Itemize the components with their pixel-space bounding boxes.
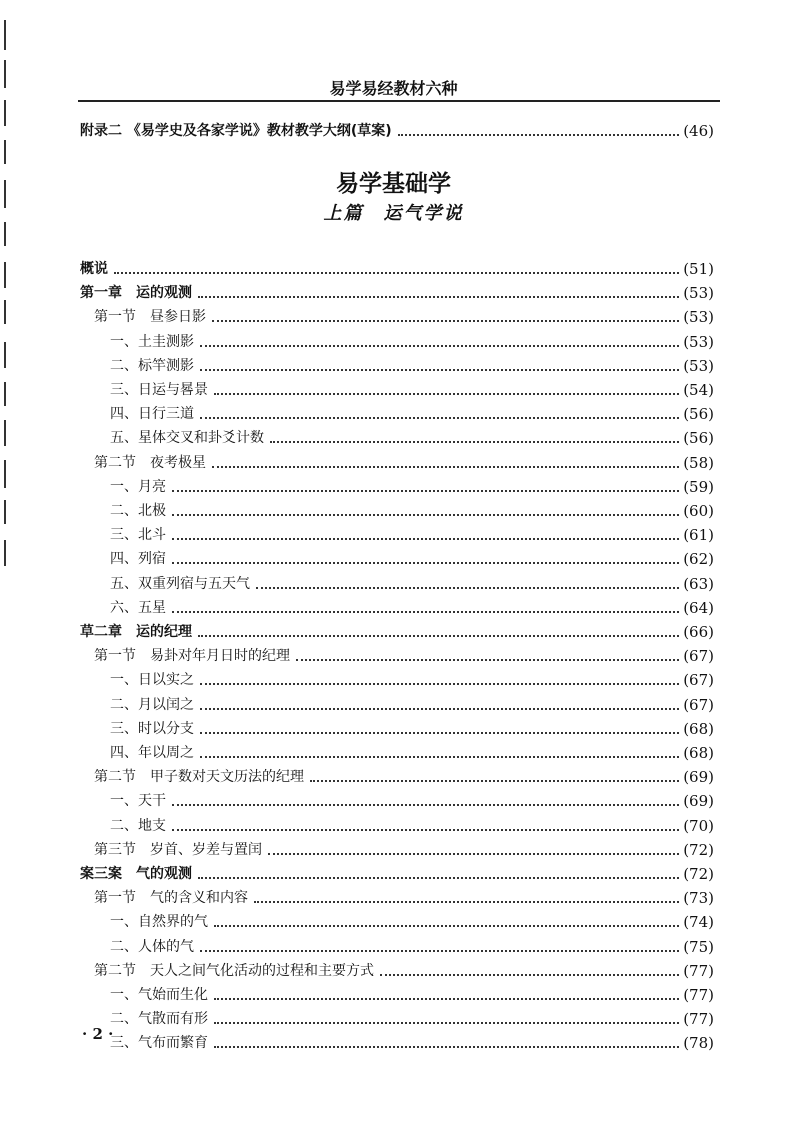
toc-entry [110, 1006, 714, 1028]
toc-entry-page: (68) [683, 744, 714, 762]
toc-entry-page: (56) [683, 429, 714, 447]
toc-entry-label: 一、自然界的气 [110, 914, 208, 930]
toc-entry-page: (69) [683, 792, 714, 810]
toc-entry [110, 522, 714, 544]
toc-entry-page: (53) [683, 333, 714, 351]
scan-edge-mark [4, 500, 6, 524]
toc-entry-page: (72) [683, 865, 714, 883]
scan-edge-mark [4, 420, 6, 446]
toc-entry-page: (77) [683, 986, 714, 1004]
toc-entry [110, 353, 714, 375]
toc-entry [110, 716, 714, 738]
dot-leader [198, 634, 679, 637]
toc-entry [110, 667, 714, 689]
toc-entry [110, 813, 714, 835]
dot-leader [214, 1021, 679, 1024]
toc-entry [110, 934, 714, 956]
dot-leader [172, 803, 679, 806]
toc-entry-label: 概说 [80, 261, 108, 277]
part-title: 上篇 运气学说 [323, 203, 464, 224]
toc-entry-label: 草二章 运的纪理 [80, 624, 192, 640]
dot-leader [214, 392, 679, 395]
toc-entry-label: 一、土圭测影 [110, 334, 194, 350]
dot-leader [214, 924, 679, 927]
toc-entry [94, 304, 714, 326]
toc-entry [80, 256, 714, 278]
toc-entry-page: (60) [683, 502, 714, 520]
toc-entry [110, 982, 714, 1004]
toc-entry-label: 三、气布而繁育 [110, 1035, 208, 1051]
toc-entry-label: 六、五星 [110, 600, 166, 616]
toc-entry-label: 三、日运与晷景 [110, 382, 208, 398]
dot-leader [172, 561, 679, 564]
scan-edge-mark [4, 460, 6, 488]
dot-leader [310, 779, 679, 782]
toc-entry-label: 二、北极 [110, 503, 166, 519]
toc-entry-page: (53) [683, 284, 714, 302]
toc-entry-page: (53) [683, 357, 714, 375]
toc-entry-page: (67) [683, 696, 714, 714]
dot-leader [198, 295, 679, 298]
toc-entry-label: 一、月亮 [110, 479, 166, 495]
scan-edge-mark [4, 300, 6, 324]
toc-entry-page: (53) [683, 308, 714, 326]
toc-entry-label: 一、天干 [110, 793, 166, 809]
dot-leader [198, 876, 679, 879]
toc-entry-label: 一、气始而生化 [110, 987, 208, 1003]
toc-entry-page: (72) [683, 841, 714, 859]
toc-entry [110, 377, 714, 399]
dot-leader [268, 852, 679, 855]
toc-entry-label: 二、气散而有形 [110, 1011, 208, 1027]
toc-entry-label: 第二节 天人之间气化活动的过程和主要方式 [94, 963, 374, 979]
dot-leader [114, 271, 679, 274]
dot-leader [172, 610, 679, 613]
page-number: · 2 · [82, 1025, 114, 1043]
toc-entry-page: (70) [683, 817, 714, 835]
scan-edge-mark [4, 222, 6, 246]
toc-entry-page: (78) [683, 1034, 714, 1052]
dot-leader [200, 682, 679, 685]
toc-entry-page: (77) [683, 962, 714, 980]
toc-entry-page: (61) [683, 526, 714, 544]
toc-entry-page: (68) [683, 720, 714, 738]
toc-entry [94, 450, 714, 472]
toc-entry-page: (77) [683, 1010, 714, 1028]
appendix-label: 附录二 《易学史及各家学说》教材教学大纲(草案) [80, 123, 392, 139]
scan-edge-mark [4, 342, 6, 368]
toc-entry [110, 425, 714, 447]
toc-entry-page: (58) [683, 454, 714, 472]
toc-entry [80, 280, 714, 302]
toc-entry-label: 一、日以实之 [110, 672, 194, 688]
toc-entry [94, 885, 714, 907]
scan-edge-mark [4, 262, 6, 288]
toc-entry-page: (54) [683, 381, 714, 399]
toc-entry-label: 四、年以周之 [110, 745, 194, 761]
toc-entry-label: 二、地支 [110, 818, 166, 834]
toc-entry-page: (67) [683, 647, 714, 665]
toc-entry-page: (63) [683, 575, 714, 593]
toc-entry-label: 五、星体交叉和卦爻计数 [110, 430, 264, 446]
appendix-page: (46) [683, 122, 714, 140]
scan-edge-mark [4, 100, 6, 126]
toc-entry-label: 二、人体的气 [110, 939, 194, 955]
toc-entry-label: 三、时以分支 [110, 721, 194, 737]
toc-entry-label: 二、标竿测影 [110, 358, 194, 374]
scan-edge-mark [4, 140, 6, 164]
dot-leader [200, 344, 679, 347]
toc-entry-label: 五、双重列宿与五天气 [110, 576, 250, 592]
dot-leader [296, 658, 679, 661]
toc-entry-label: 第三节 岁首、岁差与置闰 [94, 842, 262, 858]
dot-leader [200, 416, 679, 419]
dot-leader [200, 707, 679, 710]
toc-entry [110, 571, 714, 593]
toc-entry [94, 643, 714, 665]
toc-entry [110, 909, 714, 931]
dot-leader [200, 755, 679, 758]
toc-entry-label: 第二节 夜考极星 [94, 455, 206, 471]
toc-entry [94, 958, 714, 980]
book-title: 易学基础学 [336, 170, 451, 197]
toc-entry [110, 692, 714, 714]
dot-leader [270, 440, 679, 443]
toc-entry [94, 764, 714, 786]
dot-leader [172, 513, 679, 516]
toc-entry [110, 401, 714, 423]
toc-entry-page: (51) [683, 260, 714, 278]
scan-edge-mark [4, 382, 6, 406]
toc-entry-label: 第一节 易卦对年月日时的纪理 [94, 648, 290, 664]
dot-leader [398, 133, 680, 136]
dot-leader [212, 465, 679, 468]
dot-leader [212, 319, 679, 322]
toc-entry-page: (74) [683, 913, 714, 931]
toc-entry-label: 四、日行三道 [110, 406, 194, 422]
header-rule [78, 100, 720, 102]
toc-entry-page: (59) [683, 478, 714, 496]
toc-entry-label: 第二节 甲子数对天文历法的纪理 [94, 769, 304, 785]
scan-edge-mark [4, 20, 6, 50]
toc-entry [110, 498, 714, 520]
toc-entry [80, 619, 714, 641]
toc-entry [80, 861, 714, 883]
toc-entry [110, 546, 714, 568]
toc-entry-page: (66) [683, 623, 714, 641]
toc-entry-label: 第一节 气的含义和内容 [94, 890, 248, 906]
dot-leader [172, 537, 679, 540]
scan-edge-mark [4, 540, 6, 566]
dot-leader [200, 368, 679, 371]
toc-entry-page: (62) [683, 550, 714, 568]
toc-entry-label: 四、列宿 [110, 551, 166, 567]
toc-entry-label: 案三案 气的观测 [80, 866, 192, 882]
dot-leader [214, 997, 679, 1000]
toc-entry-label: 第一节 昼参日影 [94, 309, 206, 325]
dot-leader [172, 489, 679, 492]
dot-leader [172, 828, 679, 831]
toc-entry [94, 837, 714, 859]
toc-entry-page: (73) [683, 889, 714, 907]
dot-leader [256, 586, 679, 589]
toc-entry-label: 三、北斗 [110, 527, 166, 543]
dot-leader [380, 973, 679, 976]
toc-entry [110, 740, 714, 762]
dot-leader [200, 949, 679, 952]
toc-entry-page: (75) [683, 938, 714, 956]
dot-leader [200, 731, 679, 734]
appendix-entry [80, 118, 714, 140]
dot-leader [214, 1045, 679, 1048]
running-header: 易学易经教材六种 [329, 79, 458, 98]
toc-entry [110, 788, 714, 810]
toc-entry-page: (56) [683, 405, 714, 423]
toc-entry-page: (67) [683, 671, 714, 689]
toc-entry-label: 二、月以闰之 [110, 697, 194, 713]
dot-leader [254, 900, 679, 903]
toc-entry-label: 第一章 运的观测 [80, 285, 192, 301]
toc-entry-page: (69) [683, 768, 714, 786]
toc-entry [110, 474, 714, 496]
toc-entry-page: (64) [683, 599, 714, 617]
toc-entry [110, 595, 714, 617]
toc-entry [110, 1030, 714, 1052]
toc-entry [110, 329, 714, 351]
